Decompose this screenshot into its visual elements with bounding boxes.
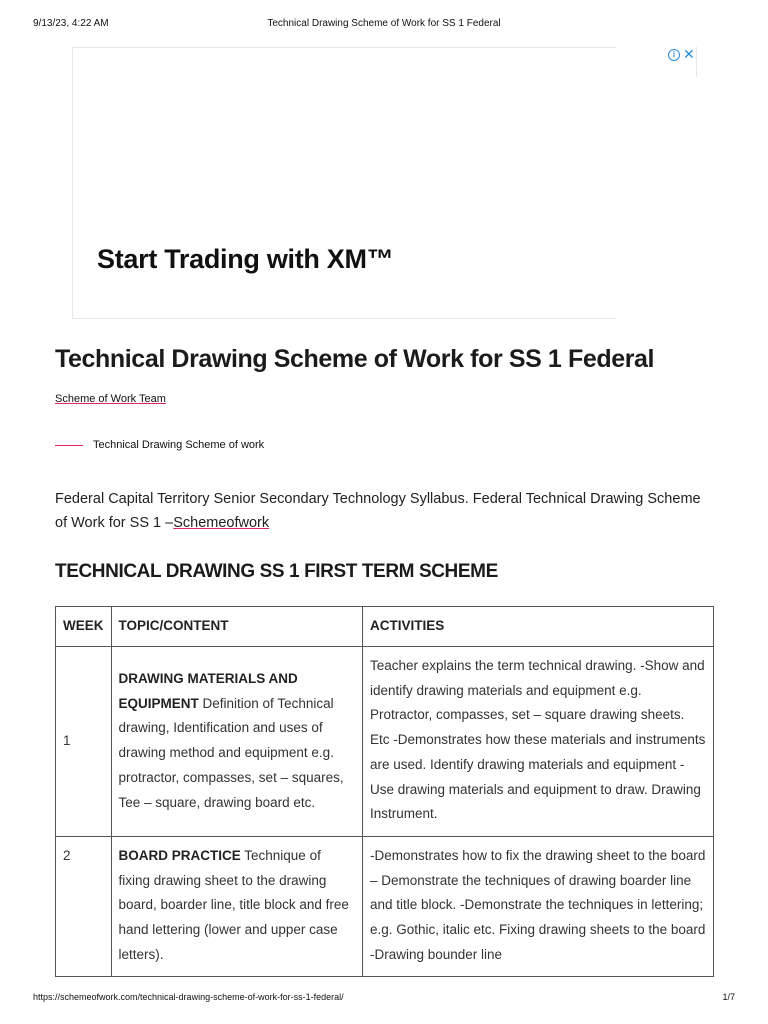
- advertisement-banner[interactable]: [72, 47, 616, 319]
- category-link[interactable]: Technical Drawing Scheme of work: [93, 439, 265, 451]
- activities-cell: Teacher explains the term technical drawing. -Show and identify drawing materials and equipment e.g. Protractor, compasses, set – square drawing sheets. Etc -Demonstrates how these materials and instruments are used. Identify drawing materials and equipment -Use drawing materials and equipment to draw. Drawing Instrument.: [362, 647, 713, 837]
- ad-border: [696, 47, 697, 77]
- section-heading: TECHNICAL DRAWING SS 1 FIRST TERM SCHEME: [55, 561, 498, 582]
- header-week: WEEK: [56, 607, 112, 647]
- week-cell: 1: [56, 647, 112, 837]
- close-icon[interactable]: ✕: [683, 46, 695, 62]
- topic-title: DRAWING MATERIALS AND EQUIPMENT: [118, 671, 298, 711]
- print-datetime: 9/13/23, 4:22 AM: [33, 18, 109, 29]
- intro-text: Federal Capital Territory Senior Secondary Technology Syllabus. Federal Technical Drawing Scheme of Work for SS 1 –: [55, 491, 701, 531]
- ad-controls: [668, 48, 696, 76]
- page-number: 1/7: [722, 992, 735, 1002]
- table-row: [56, 647, 714, 837]
- info-icon[interactable]: i: [668, 49, 680, 61]
- print-page-title: Technical Drawing Scheme of Work for SS 1 Federal: [267, 18, 501, 29]
- article-title: Technical Drawing Scheme of Work for SS 1 Federal: [55, 345, 655, 373]
- activities-cell: -Demonstrates how to fix the drawing sheet to the board – Demonstrate the techniques of drawing boarder line and title block. -Demonstrate the techniques in lettering; e.g. Gothic, italic etc. Fixing drawing sheets to the board -Drawing bounder line: [362, 837, 713, 977]
- topic-text: Technique of fixing drawing sheet to the drawing board, boarder line, title block and free hand lettering (lower and upper case letters).: [118, 848, 349, 962]
- topic-title: BOARD PRACTICE: [118, 848, 241, 863]
- topic-cell: [111, 837, 362, 977]
- table-row: [56, 837, 714, 977]
- schemeofwork-link[interactable]: Schemeofwork: [173, 515, 270, 531]
- topic-text: Definition of Technical drawing, Identification and uses of drawing method and equipment e.g. protractor, compasses, set – squares, Tee – square, drawing board etc.: [118, 695, 344, 810]
- print-url: https://schemeofwork.com/technical-drawing-scheme-of-work-for-ss-1-federal/: [33, 992, 344, 1002]
- intro-paragraph: [55, 487, 715, 535]
- topic-cell: [111, 647, 362, 837]
- print-header: [33, 18, 735, 32]
- print-footer: [33, 992, 735, 1006]
- table-header-row: [56, 607, 714, 647]
- week-cell: 2: [56, 837, 112, 977]
- ad-headline[interactable]: Start Trading with XM™: [97, 244, 394, 274]
- header-activities: ACTIVITIES: [362, 607, 713, 647]
- scheme-table: [55, 606, 714, 977]
- category-divider: [55, 445, 83, 446]
- author-link[interactable]: Scheme of Work Team: [55, 393, 166, 405]
- header-topic: TOPIC/CONTENT: [111, 607, 362, 647]
